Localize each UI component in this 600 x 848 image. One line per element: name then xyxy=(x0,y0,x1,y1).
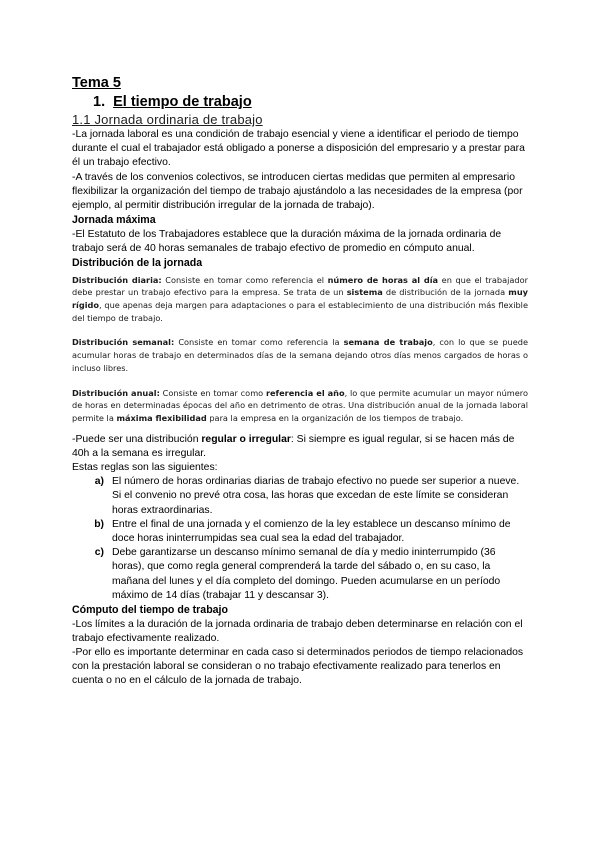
list-marker: b) xyxy=(94,518,104,530)
diaria-bold-2: sistema xyxy=(346,287,383,298)
list-item xyxy=(72,546,528,603)
jornada-maxima-title: Jornada máxima xyxy=(72,214,156,227)
diaria-text-3: de distribución de la jornada xyxy=(382,287,509,298)
diaria-bold-3: muy rígido xyxy=(72,287,528,311)
semanal-label: Distribución semanal: xyxy=(72,337,175,348)
computo-paragraph-2: -Por ello es importante determinar en cada caso si determinados periodos de tiempo relacionados con la prestación laboral se consideran o no trabajo efectivamente realizado para tenerlos en cuenta o no en el cálculo de la jornada de trabajo. xyxy=(72,647,524,687)
list-marker: a) xyxy=(94,476,104,488)
anual-text-3: para la empresa en la organización de los tiempos de trabajo. xyxy=(206,412,464,423)
diaria-bold-1: número de horas al día xyxy=(327,274,439,285)
regular-text-2: : Si siempre es igual regular, si se hacen más de 40h a la semana es irregular. xyxy=(72,433,515,459)
reglas-list xyxy=(72,475,528,603)
intro-paragraph-1: -La jornada laboral es una condición de trabajo esencial y viene a identificar el periodo de tiempo durante el cual el trabajador está obligado a ponerse a disposición del empresario y a prestar para él un trabajo efectivo. xyxy=(72,129,525,169)
list-marker: c) xyxy=(94,547,104,559)
anual-bold-2: máxima flexibilidad xyxy=(116,412,207,423)
list-item xyxy=(72,518,528,546)
intro-paragraph-2: -A través de los convenios colectivos, se introducen ciertas medidas que permiten al empresario flexibilizar la organización del tiempo de trabajo ajustándolo a las necesidades de la empresa (por ejemplo, al permitir distribución irregular de la jornada de trabajo). xyxy=(72,171,523,212)
distribucion-anual xyxy=(72,387,528,425)
diaria-text-4: , que apenas deja margen para adaptaciones o para el establecimiento de una distribución más flexible del tiempo de trabajo. xyxy=(72,300,528,323)
tema-title: Tema 5 xyxy=(72,75,121,91)
anual-label: Distribución anual: xyxy=(72,387,160,398)
document-page xyxy=(72,74,528,689)
computo-title: Cómputo del tiempo de trabajo xyxy=(72,604,228,617)
diaria-text-1: Consiste en tomar como referencia el xyxy=(161,274,328,285)
regular-text-1: -Puede ser una distribución xyxy=(72,433,202,445)
list-item-text: El número de horas ordinarias diarias de trabajo efectivo no puede ser superior a nueve. Si el convenio no prevé otra cosa, las horas que excedan de este límite se consideran horas extraordinarias. xyxy=(112,476,520,516)
distribucion-diaria xyxy=(72,274,528,325)
jornada-maxima-text: -El Estatuto de los Trabajadores establece que la duración máxima de la jornada ordinaria de trabajo será de 40 horas semanales de trabajo efectivo de promedio en cómputo anual. xyxy=(72,228,502,254)
list-item-text: Entre el final de una jornada y el comienzo de la ley establece un descanso mínimo de doce horas ininterrumpidas sea cual sea la edad del trabajador. xyxy=(112,518,511,545)
diaria-label: Distribución diaria: xyxy=(72,274,162,285)
semanal-bold-1: semana de trabajo xyxy=(343,337,433,348)
anual-text-1: Consiste en tomar como xyxy=(159,387,266,398)
anual-bold-1: referencia el año xyxy=(265,387,345,398)
section-heading xyxy=(93,92,528,112)
computo-paragraph-1: -Los límites a la duración de la jornada ordinaria de trabajo deben determinarse en relación con el trabajo efectivamente realizado. xyxy=(72,618,523,644)
distribucion-title: Distribución de la jornada xyxy=(72,257,203,270)
semanal-text-1: Consiste en tomar como referencia la xyxy=(174,337,344,348)
reglas-intro: Estas reglas son las siguientes: xyxy=(72,462,218,474)
anual-text-2: , lo que permite acumular un mayor número de horas en determinadas épocas del año en detrimento de otras. Una distribución anual de la jornada laboral permite la xyxy=(72,387,528,423)
regular-paragraph xyxy=(72,433,528,461)
semanal-text-2: , con lo que se puede acumular horas de trabajo en determinados días de la semana dejando otros días menos cargados de horas o incluso libres. xyxy=(72,337,528,373)
subsection-heading: 1.1 Jornada ordinaria de trabajo xyxy=(72,112,263,127)
list-item xyxy=(72,475,528,518)
section-title: El tiempo de trabajo xyxy=(113,94,252,110)
list-item-text: Debe garantizarse un descanso mínimo semanal de día y medio ininterrumpido (36 horas), que como regla general comprenderá la tarde del sábado o, en su caso, la mañana del lunes y el día completo del domingo. Pueden acumularse en un período máximo de 14 días (trabajar 11 y descansar 3). xyxy=(112,547,501,601)
distribucion-semanal xyxy=(72,336,528,374)
diaria-text-2: en que el trabajador debe prestar un trabajo efectivo para la empresa. Se trata de un xyxy=(72,274,528,298)
regular-bold: regular o irregular xyxy=(201,433,291,445)
section-number: 1. xyxy=(93,94,106,110)
